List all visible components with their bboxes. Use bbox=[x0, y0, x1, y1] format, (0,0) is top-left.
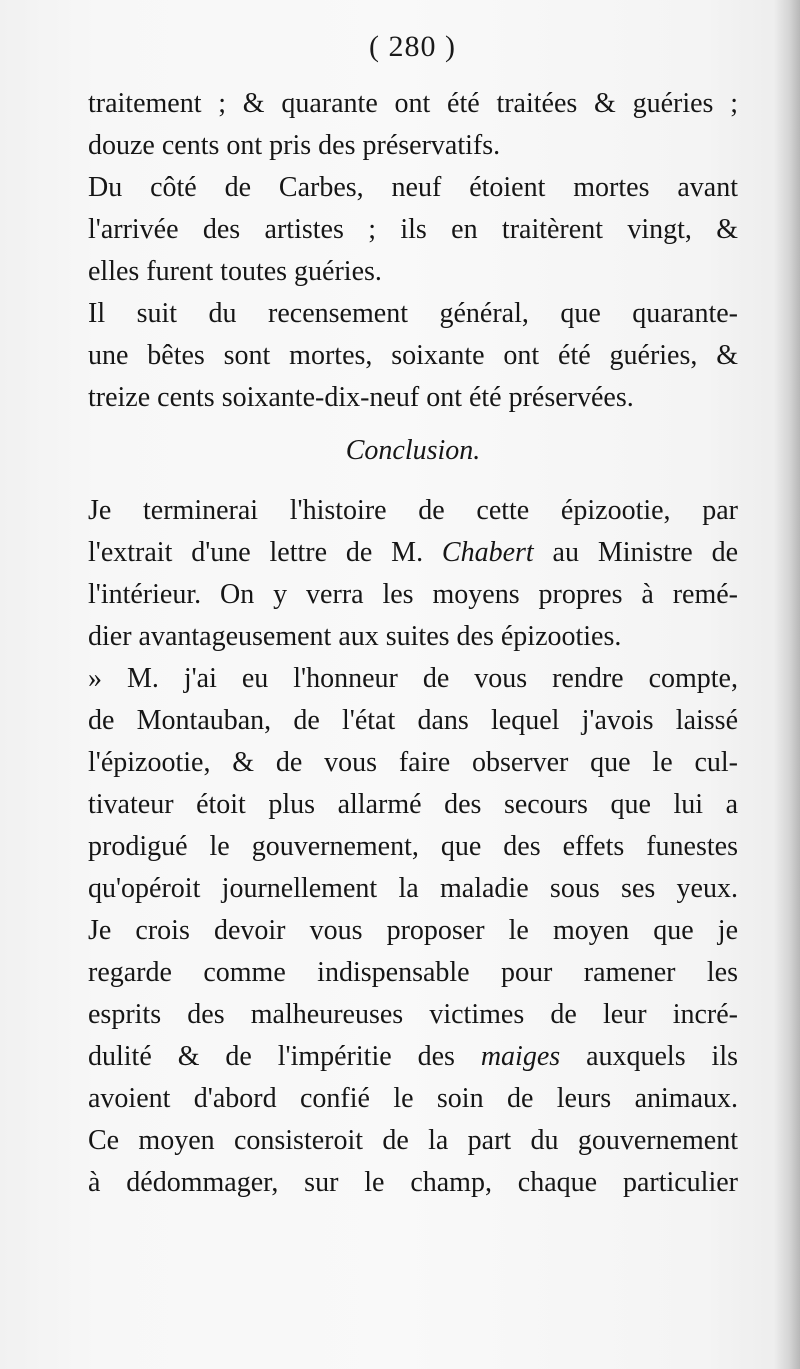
text-fragment: au Ministre de bbox=[533, 537, 738, 568]
italic-word: maiges bbox=[480, 1041, 561, 1072]
text-line bbox=[88, 532, 738, 574]
text-line: Je crois devoir vous proposer le moyen que je bbox=[88, 915, 738, 946]
text-line: à dédommager, sur le champ, chaque particulier bbox=[88, 1167, 738, 1198]
text-fragment: auxquels ils bbox=[560, 1041, 738, 1072]
text-line: douze cents ont pris des préservatifs. bbox=[88, 130, 501, 161]
text-line: Je terminerai l'histoire de cette épizootie, par bbox=[88, 495, 738, 526]
text-line: Ce moyen consisteroit de la part du gouvernement bbox=[88, 1125, 738, 1156]
text-line: Il suit du recensement général, que quarante- bbox=[88, 298, 738, 329]
italic-name: Chabert bbox=[441, 537, 534, 568]
text-line: avoient d'abord confié le soin de leurs animaux. bbox=[88, 1083, 738, 1114]
page-edge-shadow bbox=[774, 0, 800, 1369]
text-line: dier avantageusement aux suites des épizooties. bbox=[88, 621, 622, 652]
text-line: l'arrivée des artistes ; ils en traitèrent vingt, & bbox=[88, 214, 738, 245]
spacer bbox=[88, 419, 738, 430]
paragraph-conclusion bbox=[88, 490, 738, 658]
paragraph-1 bbox=[88, 83, 738, 167]
section-heading: Conclusion. bbox=[345, 435, 481, 466]
text-line: treize cents soixante-dix-neuf ont été préservées. bbox=[88, 382, 634, 413]
text-line: l'intérieur. On y verra les moyens propres à remé- bbox=[88, 579, 738, 610]
text-line: tivateur étoit plus allarmé des secours que lui a bbox=[88, 789, 738, 820]
text-line: de Montauban, de l'état dans lequel j'avois laissé bbox=[88, 705, 738, 736]
paragraph-2 bbox=[88, 167, 738, 293]
text-line: esprits des malheureuses victimes de leur incré- bbox=[88, 999, 738, 1030]
text-line: Du côté de Carbes, neuf étoient mortes avant bbox=[88, 172, 738, 203]
text-line: » M. j'ai eu l'honneur de vous rendre compte, bbox=[88, 663, 738, 694]
paragraph-letter bbox=[88, 658, 738, 1204]
text-line: regarde comme indispensable pour ramener les bbox=[88, 957, 738, 988]
paragraph-3 bbox=[88, 293, 738, 419]
text-line: traitement ; & quarante ont été traitées & guéries ; bbox=[88, 88, 738, 119]
text-fragment: dulité & de l'impéritie des bbox=[88, 1041, 481, 1072]
text-line bbox=[88, 1036, 738, 1078]
text-line: prodigué le gouvernement, que des effets funestes bbox=[88, 831, 738, 862]
text-line: l'épizootie, & de vous faire observer que le cul- bbox=[88, 747, 738, 778]
text-line: qu'opéroit journellement la maladie sous ses yeux. bbox=[88, 873, 738, 904]
text-fragment: l'extrait d'une lettre de M. bbox=[88, 537, 442, 568]
page-number: ( 280 ) bbox=[369, 30, 456, 63]
spacer bbox=[88, 472, 738, 490]
page-body bbox=[88, 83, 738, 1204]
text-line: une bêtes sont mortes, soixante ont été guéries, & bbox=[88, 340, 738, 371]
text-line: elles furent toutes guéries. bbox=[88, 256, 382, 287]
